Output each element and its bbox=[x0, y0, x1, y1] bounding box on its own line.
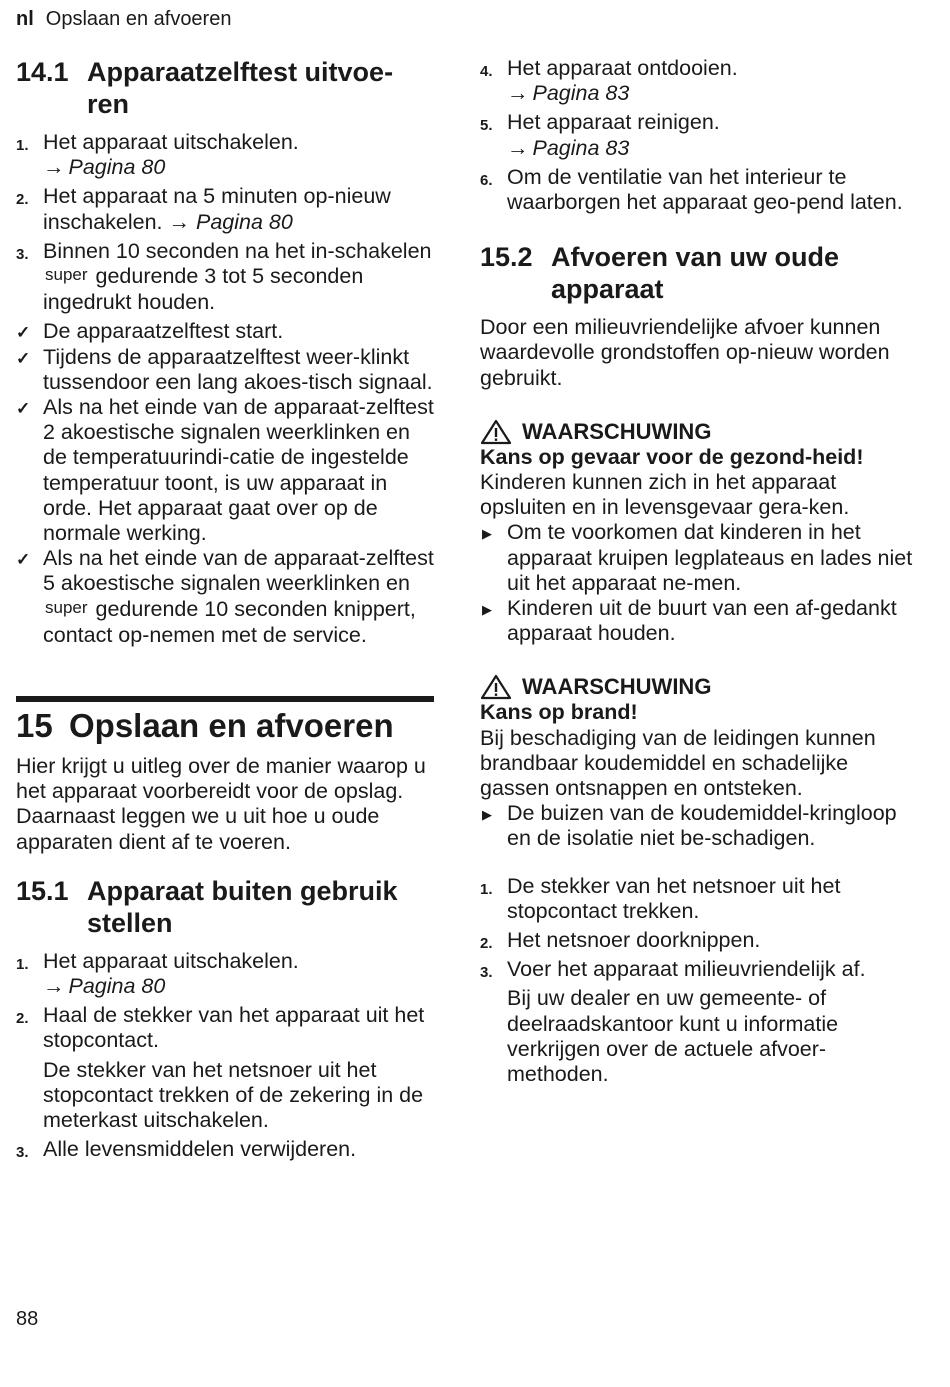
arrow-right-icon: → bbox=[507, 135, 529, 160]
section-number: 15.2 bbox=[480, 242, 533, 273]
page-reference[interactable]: → Pagina 80 bbox=[43, 155, 166, 180]
section-14-1-heading bbox=[16, 56, 434, 120]
super-button-label: super bbox=[45, 597, 88, 617]
step-text: Het apparaat ontdooien. bbox=[507, 56, 738, 80]
step-number: 1. bbox=[16, 955, 29, 973]
section-title: Apparaatzelftest uitvoe-ren bbox=[87, 57, 394, 119]
arrow-right-icon: → bbox=[168, 209, 191, 234]
step-text: Het apparaat reinigen. bbox=[507, 110, 720, 135]
warning-box-health bbox=[480, 419, 920, 647]
warning-label: WAARSCHUWING bbox=[522, 418, 712, 444]
step-note: Bij uw dealer en uw gemeente- of deelraadskantoor kunt u informatie verkrijgen over de actuele afvoer-methoden. bbox=[507, 986, 839, 1087]
step-item bbox=[16, 184, 434, 234]
step-item bbox=[480, 110, 920, 160]
step-text: Voer het apparaat milieuvriendelijk af. bbox=[507, 957, 866, 982]
running-title: Opslaan en afvoeren bbox=[45, 8, 232, 30]
warning-text: Kinderen kunnen zich in het apparaat opsluiten en in levensgevaar gera-ken. bbox=[480, 470, 850, 520]
step-number: 3. bbox=[16, 1144, 29, 1162]
step-item bbox=[480, 928, 920, 953]
page-reference[interactable]: → Pagina 83 bbox=[507, 81, 630, 106]
step-item bbox=[16, 1137, 434, 1162]
warning-header bbox=[480, 674, 920, 700]
warning-title: Kans op gevaar voor de gezond-heid! bbox=[480, 444, 864, 469]
result-item: ✓ Als na het einde van de apparaat-zelftest 2 akoestische signalen weerklinken en de temperatuurindi-catie de ingestelde temperatuur toont, is uw apparaat in orde. Het apparaat gaat over op de normale werking. bbox=[16, 395, 434, 546]
step-number: 3. bbox=[16, 245, 29, 263]
warning-triangle-icon bbox=[480, 419, 512, 445]
warning-title: Kans op brand! bbox=[480, 700, 638, 725]
action-item: ▶ Kinderen uit de buurt van een af-gedankt apparaat houden. bbox=[482, 596, 897, 646]
chapter-intro: Hier krijgt u uitleg over de manier waarop u het apparaat voorbereidt voor de opslag. Daarnaast leggen we u uit hoe u oude apparaten dient af te voeren. bbox=[16, 754, 426, 854]
step-number: 2. bbox=[16, 1010, 29, 1028]
selftest-results bbox=[16, 319, 434, 648]
chapter-15-heading bbox=[16, 696, 434, 746]
step-number: 5. bbox=[480, 117, 493, 135]
triangle-bullet-icon: ▶ bbox=[482, 602, 492, 618]
step-number: 6. bbox=[480, 171, 493, 189]
step-text: Haal de stekker van het apparaat uit het stopcontact. bbox=[43, 1003, 425, 1053]
arrow-right-icon: → bbox=[507, 81, 529, 106]
section-title: Afvoeren van uw oude apparaat bbox=[551, 242, 840, 305]
action-item: ▶ De buizen van de koudemiddel-kringloop en de isolatie niet be-schadigen. bbox=[482, 801, 897, 851]
section-intro: Door een milieuvriendelijke afvoer kunnen waardevolle grondstoffen op-nieuw worden gebruikt. bbox=[480, 315, 890, 390]
result-item: ✓ Als na het einde van de apparaat-zelftest 5 akoestische signalen weerklinken en super gedurende 10 seconden knippert, contact op-nemen met de service. bbox=[16, 546, 434, 647]
selftest-steps bbox=[16, 130, 434, 315]
step-text: Het netsnoer doorknippen. bbox=[507, 928, 761, 953]
warning-box-fire bbox=[480, 674, 920, 851]
arrow-right-icon: → bbox=[43, 155, 65, 180]
section-15-1-heading bbox=[16, 875, 434, 939]
page-header bbox=[16, 8, 231, 31]
warning-label: WAARSCHUWING bbox=[522, 674, 712, 700]
step-number: 3. bbox=[480, 964, 493, 982]
left-column bbox=[16, 56, 434, 1167]
section-15-2-heading bbox=[480, 241, 920, 305]
check-icon: ✓ bbox=[16, 323, 31, 343]
step-text: Het apparaat uitschakelen. bbox=[43, 130, 299, 154]
step-text: Alle levensmiddelen verwijderen. bbox=[43, 1137, 357, 1162]
warning-actions bbox=[480, 801, 920, 851]
page-reference[interactable]: → Pagina 80 bbox=[168, 209, 293, 234]
step-note: De stekker van het netsnoer uit het stopcontact trekken of de zekering in de meterkast uitschakelen. bbox=[43, 1057, 424, 1133]
chapter-title: Opslaan en afvoeren bbox=[69, 707, 394, 745]
warning-header bbox=[480, 419, 920, 445]
arrow-right-icon: → bbox=[43, 974, 65, 999]
page-reference[interactable]: → Pagina 80 bbox=[43, 974, 166, 999]
disposal-steps bbox=[480, 874, 920, 1088]
step-number: 4. bbox=[480, 63, 493, 80]
step-text: De stekker van het netsnoer uit het stopcontact trekken. bbox=[507, 873, 841, 923]
warning-text: Bij beschadiging van de leidingen kunnen brandbaar koudemiddel en schadelijke gassen ontsnappen en ontsteken. bbox=[480, 725, 876, 801]
step-number: 2. bbox=[480, 935, 493, 953]
section-number: 15.1 bbox=[16, 875, 69, 906]
right-column bbox=[480, 56, 920, 1091]
step-text-post: gedurende 3 tot 5 seconden ingedrukt houden. bbox=[43, 264, 364, 315]
step-number: 1. bbox=[480, 880, 493, 898]
action-item: ▶ Om te voorkomen dat kinderen in het apparaat kruipen legplateaus en lades niet uit het apparaat ne-men. bbox=[482, 520, 913, 595]
section-title: Apparaat buiten gebruik stellen bbox=[87, 875, 398, 938]
check-icon: ✓ bbox=[16, 550, 31, 570]
language-code: nl bbox=[16, 8, 34, 30]
step-text: Om de ventilatie van het interieur te waarborgen het apparaat geo-pend laten. bbox=[507, 164, 903, 215]
step-number: 1. bbox=[16, 137, 29, 154]
step-number: 2. bbox=[16, 191, 29, 209]
step-item bbox=[16, 949, 434, 999]
decommission-steps-part1 bbox=[16, 949, 434, 1163]
step-item bbox=[16, 239, 434, 316]
warning-triangle-icon bbox=[480, 674, 512, 700]
step-item bbox=[480, 165, 920, 215]
step-text: Het apparaat na 5 minuten op-nieuw inschakelen. bbox=[43, 184, 391, 234]
step-item bbox=[480, 957, 920, 1087]
step-text-pre: Binnen 10 seconden na het in-schakelen bbox=[43, 238, 432, 263]
result-item: ✓ Tijdens de apparaatzelftest weer-klinkt tussendoor een lang akoes-tisch signaal. bbox=[16, 344, 433, 394]
result-item: ✓ De apparaatzelftest start. bbox=[16, 319, 434, 344]
super-button-label: super bbox=[45, 265, 88, 285]
warning-actions bbox=[480, 520, 920, 646]
check-icon: ✓ bbox=[16, 399, 31, 419]
step-item bbox=[480, 56, 920, 106]
step-item bbox=[480, 874, 920, 924]
page-number: 88 bbox=[16, 1308, 39, 1330]
step-item bbox=[16, 130, 434, 180]
step-text: Het apparaat uitschakelen. bbox=[43, 948, 299, 973]
triangle-bullet-icon: ▶ bbox=[482, 807, 492, 823]
step-item bbox=[16, 1003, 434, 1133]
page-reference[interactable]: → Pagina 83 bbox=[507, 135, 630, 160]
check-icon: ✓ bbox=[16, 348, 31, 368]
section-number: 14.1 bbox=[16, 57, 69, 87]
triangle-bullet-icon: ▶ bbox=[482, 526, 492, 542]
chapter-number: 15 bbox=[16, 707, 53, 745]
decommission-steps-part2 bbox=[480, 56, 920, 215]
